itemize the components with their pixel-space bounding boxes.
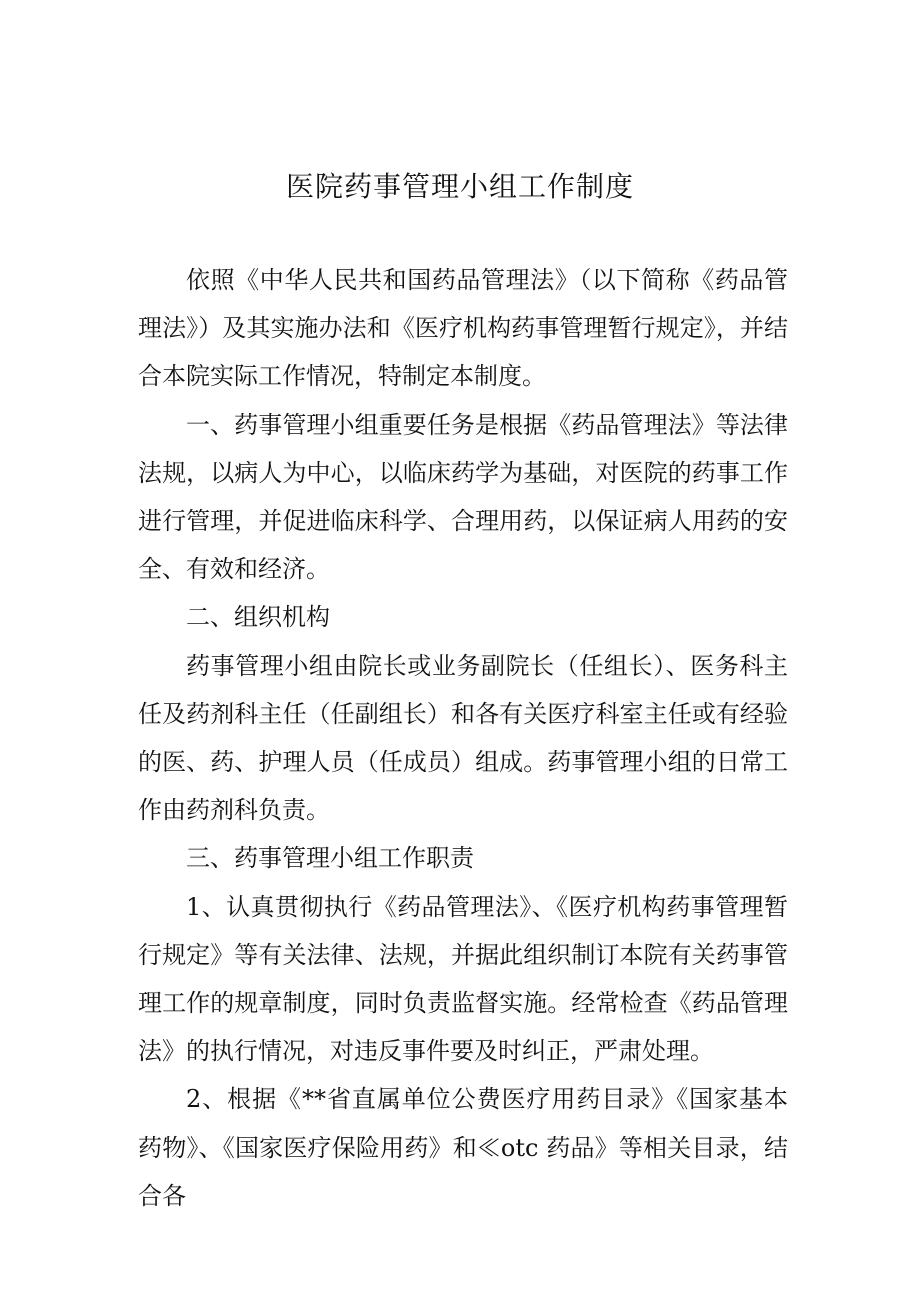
document-body	[138, 256, 788, 1220]
heading-section-3: 三、药事管理小组工作职责	[186, 844, 474, 873]
paragraph-duty-2: 2、根据《**省直属单位公费医疗用药目录》《国家基本药物》、《国家医疗保险用药》和≪otc 药品》等相关目录，结合各	[138, 1085, 788, 1210]
document-title: 医院药事管理小组工作制度	[285, 170, 634, 203]
paragraph-section-1: 一、药事管理小组重要任务是根据《药品管理法》等法律法规，以病人为中心，以临床药学为基础，对医院的药事工作进行管理，并促进临床科学、合理用药，以保证病人用药的安全、有效和经济。	[138, 410, 788, 584]
paragraph-duty-1: 1、认真贯彻执行《药品管理法》、《医疗机构药事管理暂行规定》等有关法律、法规，并据此组织制订本院有关药事管理工作的规章制度，同时负责监督实施。经常检查《药品管理法》的执行情况，对违反事件要及时纠正，严肃处理。	[138, 892, 788, 1066]
paragraph-organization: 药事管理小组由院长或业务副院长（任组长）、医务科主任及药剂科主任（任副组长）和各有关医疗科室主任或有经验的医、药、护理人员（任成员）组成。药事管理小组的日常工作由药剂科负责。	[138, 651, 788, 825]
heading-section-2: 二、组织机构	[186, 603, 330, 632]
paragraph-intro: 依照《中华人民共和国药品管理法》（以下简称《药品管理法》）及其实施办法和《医疗机构药事管理暂行规定》，并结合本院实际工作情况，特制定本制度。	[138, 266, 788, 391]
